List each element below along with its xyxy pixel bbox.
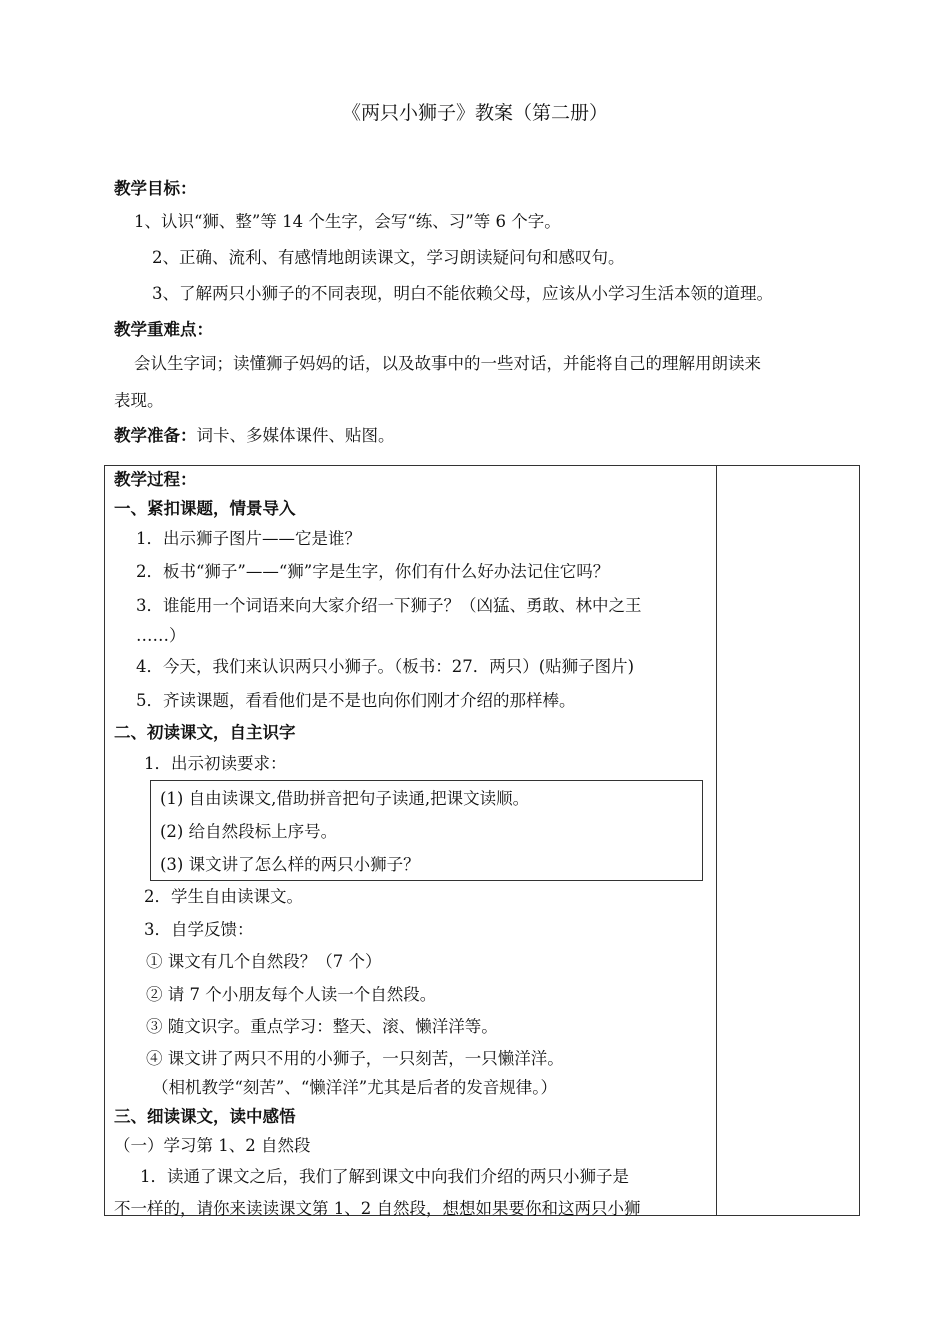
section-3-sub: （一）学习第 1、2 自然段 xyxy=(114,1136,311,1155)
preparation-text: 词卡、多媒体课件、贴图。 xyxy=(196,426,395,445)
objectives-heading: 教学目标： xyxy=(114,179,197,198)
preparation-line xyxy=(114,422,395,446)
feedback-3: ③ 随文识字。重点学习：整天、滚、懒洋洋等。 xyxy=(146,1017,498,1036)
objective-2: 2、正确、流利、有感情地朗读课文，学习朗读疑问句和感叹句。 xyxy=(152,248,625,267)
section-1-heading: 一、紧扣课题，情景导入 xyxy=(114,499,296,518)
section-3-heading: 三、细读课文，读中感悟 xyxy=(114,1107,296,1126)
section-1-item-4: 4．今天，我们来认识两只小狮子。（板书：27．两只）(贴狮子图片) xyxy=(136,657,635,676)
objective-1: 1、认识“狮、整”等 14 个生字，会写“练、习”等 6 个字。 xyxy=(134,212,561,231)
section-2-step-1: 1．出示初读要求： xyxy=(144,754,287,773)
process-table-divider xyxy=(716,465,717,1216)
requirement-2: (2) 给自然段标上序号。 xyxy=(160,822,338,841)
requirement-1: (1) 自由读课文,借助拼音把句子读通,把课文读顺。 xyxy=(160,789,530,808)
key-points-line-1: 会认生字词；读懂狮子妈妈的话，以及故事中的一些对话，并能将自己的理解用朗读来 xyxy=(134,354,761,373)
preparation-heading: 教学准备： xyxy=(114,426,197,445)
section-1-item-5: 5．齐读课题，看看他们是不是也向你们刚才介绍的那样棒。 xyxy=(136,691,576,710)
section-2-heading: 二、初读课文，自主识字 xyxy=(114,723,296,742)
process-heading: 教学过程： xyxy=(114,470,197,489)
feedback-2: ② 请 7 个小朋友每个人读一个自然段。 xyxy=(146,985,437,1004)
section-3-para-line-1: 1．读通了课文之后，我们了解到课文中向我们介绍的两只小狮子是 xyxy=(140,1167,629,1186)
key-points-line-2: 表现。 xyxy=(114,391,164,410)
section-1-item-1: 1．出示狮子图片——它是谁？ xyxy=(136,529,361,548)
key-points-heading: 教学重难点： xyxy=(114,320,213,339)
page-title: 《两只小狮子》教案（第二册） xyxy=(341,102,608,124)
requirement-3: (3) 课文讲了怎么样的两只小狮子？ xyxy=(160,855,420,874)
feedback-note: （相机教学“刻苦”、“懒洋洋”尤其是后者的发音规律。） xyxy=(152,1078,557,1097)
section-1-item-3-cont: ……） xyxy=(136,626,186,645)
section-2-step-2: 2．学生自由读课文。 xyxy=(144,887,303,906)
feedback-4: ④ 课文讲了两只不用的小狮子，一只刻苦，一只懒洋洋。 xyxy=(146,1049,564,1068)
section-2-step-3: 3．自学反馈： xyxy=(144,920,254,939)
section-3-para-line-2: 不一样的，请你来读读课文第 1、2 自然段，想想如果要你和这两只小狮 xyxy=(114,1199,641,1218)
feedback-1: ① 课文有几个自然段？（7 个） xyxy=(146,952,382,971)
objective-3: 3、了解两只小狮子的不同表现，明白不能依赖父母，应该从小学习生活本领的道理。 xyxy=(152,284,773,303)
section-1-item-3: 3．谁能用一个词语来向大家介绍一下狮子？（凶猛、勇敢、林中之王 xyxy=(136,596,642,615)
section-1-item-2: 2．板书“狮子”——“狮”字是生字，你们有什么好办法记住它吗？ xyxy=(136,562,610,581)
